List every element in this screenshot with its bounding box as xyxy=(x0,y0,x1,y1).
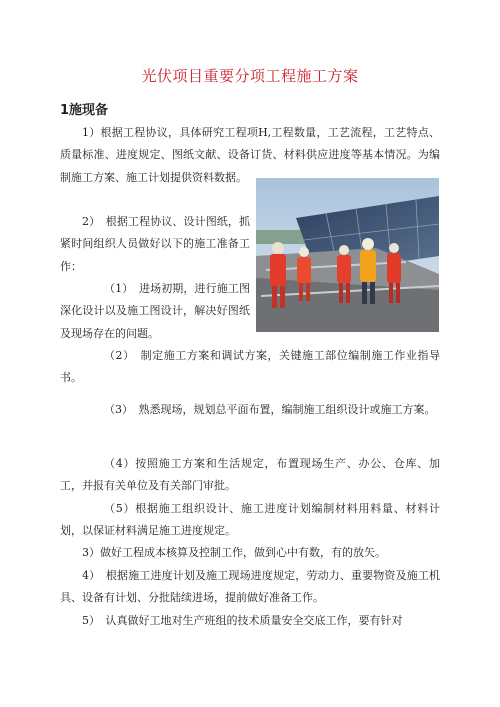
paragraph-9: 4） 根据施工进度计划及施工现场进度规定，劳动力、重要物资及施工机具、设备有计划、分批陆续进场，提前做好准备工作。 xyxy=(60,569,440,605)
document-title: 光伏项目重要分项工程施工方案 xyxy=(141,67,359,85)
paragraph-4: （2） 制定施工方案和调试方案，关键施工部位编制施工作业指导书。 xyxy=(60,349,440,385)
paragraph-1: 1）根据工程协议，具体研究工程项H,工程数量，工艺流程，工艺特点、质量标准、进度规定、图纸文献、设备订货、材料供应进度等基本情况。为编制施工方案、施工计划提供资料数据。 xyxy=(60,126,440,184)
photo-illustration xyxy=(256,178,439,332)
paragraph-7: （5）根据施工组织设计、施工进度计划编制材料用料量、材料计划，以保证材料满足施工进度规定。 xyxy=(60,502,440,538)
paragraph-10: 5） 认真做好工地对生产班组的技术质量安全交底工作，要有针对 xyxy=(82,614,403,627)
paragraph-2: 2） 根据工程协议、设计图纸，抓紧时间组织人员做好以下的施工准备工作： xyxy=(60,215,250,273)
section-heading: 1施现备 xyxy=(60,103,109,118)
paragraph-3: （1） 进场初期，进行施工图深化设计以及施工图设计，解决好图纸及现场存在的问题。 xyxy=(60,282,250,340)
paragraph-8: 3）做好工程成本核算及控制工作，做到心中有数，有的放矢。 xyxy=(82,546,386,559)
paragraph-5: （3） 熟悉现场，规划总平面布置，编制施工组织设计或施工方案。 xyxy=(104,403,436,416)
paragraph-6: （4）按照施工方案和生活规定，布置现场生产、办公、仓库、加工，并报有关单位及有关部门审批。 xyxy=(60,457,440,493)
workers-installing-solar-panels-photo xyxy=(256,178,439,332)
